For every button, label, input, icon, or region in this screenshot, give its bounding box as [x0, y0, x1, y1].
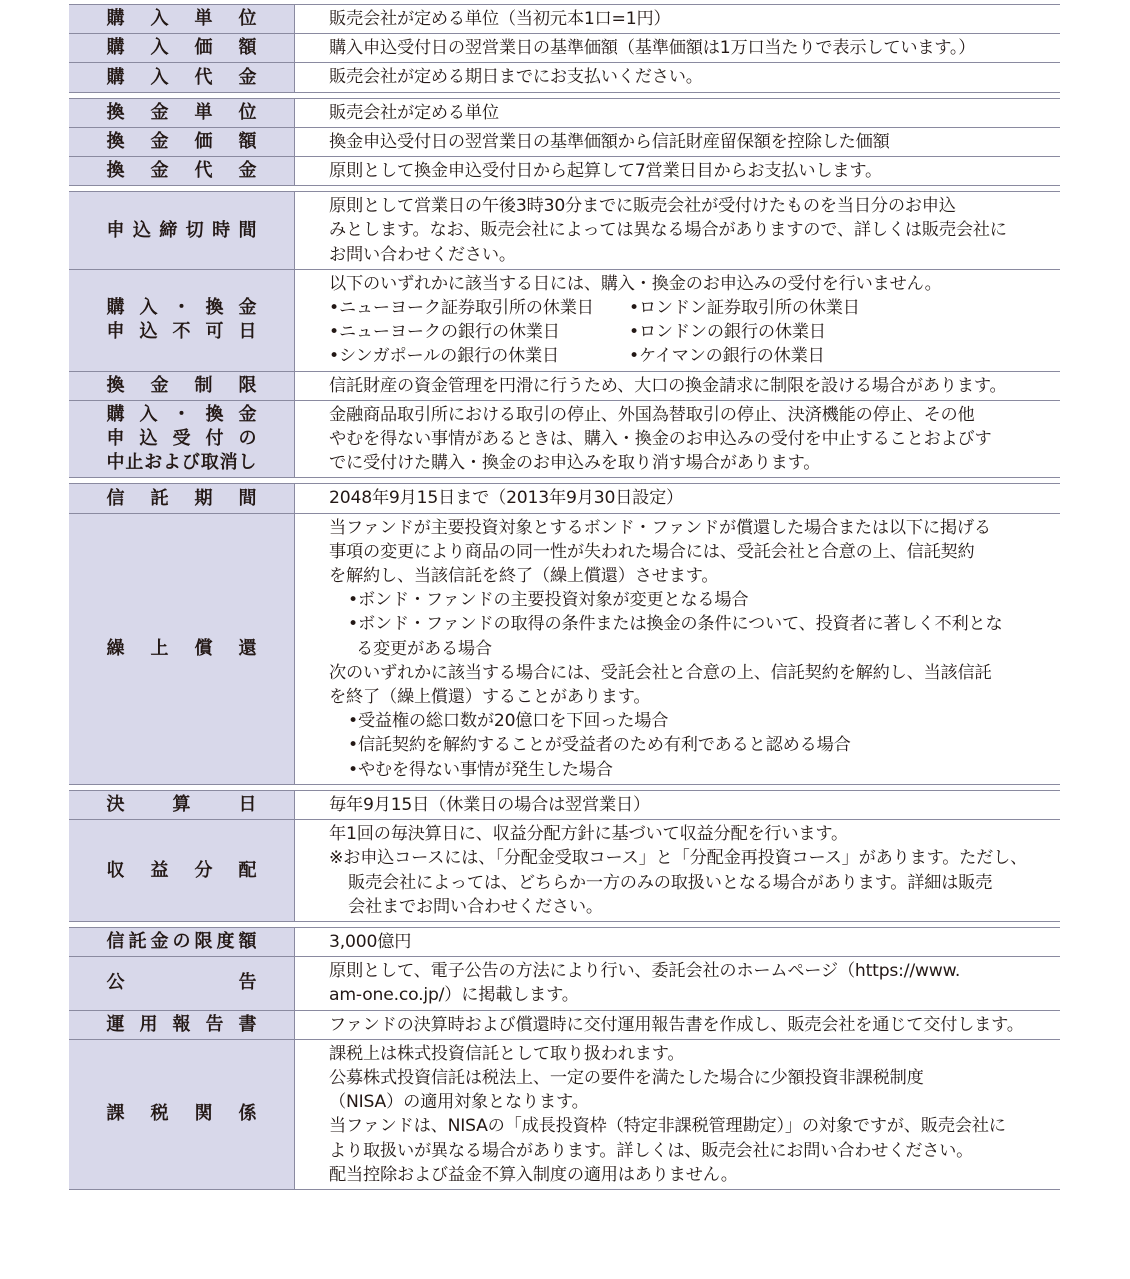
value-line: でに受付けた購入・換金のお申込みを取り消す場合があります。 — [329, 453, 821, 474]
row-label-text: 収 益 分 配 — [106, 859, 257, 881]
value-line: 原則として営業日の午後3時30分までに販売会社が受付けたものを当日分のお申込 — [329, 196, 956, 217]
row-label-text: 購 入 ・ 換 金 — [106, 404, 257, 426]
holiday-item: •ケイマンの銀行の休業日 — [629, 346, 825, 367]
table-row — [69, 819, 1060, 921]
value-line: 当ファンドが主要投資対象とするボンド・ファンドが償還した場合または以下に掲げる — [329, 517, 991, 538]
row-label-text: 換 金 単 位 — [106, 101, 257, 123]
row-value — [295, 791, 1060, 819]
table-section — [69, 191, 1060, 478]
table-row — [69, 400, 1060, 478]
row-value — [295, 514, 1060, 784]
table-row — [69, 33, 1060, 62]
row-value — [295, 372, 1060, 400]
row-label-text: 申 込 受 付 の — [106, 428, 257, 450]
table-row — [69, 156, 1060, 185]
row-label — [69, 957, 295, 1009]
value-line: 販売会社が定める期日までにお支払いください。 — [329, 67, 703, 88]
row-value — [295, 1040, 1060, 1189]
table-section — [69, 483, 1060, 784]
value-line: 次のいずれかに該当する場合には、受託会社と合意の上、信託契約を解約し、当該信託 — [329, 662, 992, 683]
value-line: 販売会社が定める単位 — [329, 102, 499, 123]
table-row — [69, 371, 1060, 400]
value-line: より取扱いが異なる場合があります。詳しくは、販売会社にお問い合わせください。 — [329, 1140, 974, 1161]
row-label — [69, 401, 295, 478]
value-line: 年1回の毎決算日に、収益分配方針に基づいて収益分配を行います。 — [329, 824, 848, 845]
holiday-item: •ニューヨークの銀行の休業日 — [329, 322, 560, 343]
table-row — [69, 513, 1060, 784]
row-value — [295, 192, 1060, 269]
value-line: を解約し、当該信託を終了（繰上償還）させます。 — [329, 566, 719, 587]
table-row — [69, 791, 1060, 819]
value-line: •やむを得ない事情が発生した場合 — [348, 759, 613, 780]
value-line: 販売会社によっては、どちらか一方のみの取扱いとなる場合があります。詳細は販売 — [348, 872, 993, 893]
row-label — [69, 270, 295, 371]
row-value — [295, 928, 1060, 956]
holiday-row — [329, 320, 1052, 344]
value-line: 会社までお問い合わせください。 — [348, 896, 603, 917]
value-line: 金融商品取引所における取引の停止、外国為替取引の停止、決済機能の停止、その他 — [329, 404, 975, 425]
value-line: 原則として、電子公告の方法により行い、委託会社のホームページ（https://www. — [329, 961, 961, 982]
row-value — [295, 34, 1060, 62]
row-label-text: 換 金 制 限 — [106, 374, 257, 396]
value-line: （NISA）の適用対象となります。 — [329, 1092, 589, 1113]
row-label — [69, 484, 295, 512]
table-row — [69, 62, 1060, 91]
value-line: 当ファンドは、NISAの「成長投資枠（特定非課税管理勘定）」の対象ですが、販売会社に — [329, 1116, 1006, 1137]
holiday-item: •ロンドンの銀行の休業日 — [629, 322, 826, 343]
value-line: am-one.co.jp/）に掲載します。 — [329, 985, 579, 1006]
row-value — [295, 484, 1060, 512]
row-label-text: 換 金 代 金 — [106, 160, 257, 182]
row-label — [69, 514, 295, 784]
row-label-text: 決 算 日 — [106, 793, 257, 815]
holiday-row — [329, 296, 1052, 320]
value-line: •ボンド・ファンドの取得の条件または換金の条件について、投資者に著しく不利とな — [348, 614, 1003, 635]
row-label — [69, 157, 295, 185]
value-line: 以下のいずれかに該当する日には、購入・換金のお申込みの受付を行いません。 — [329, 273, 942, 294]
table-row — [69, 928, 1060, 956]
row-label — [69, 372, 295, 400]
value-line: みとします。なお、販売会社によっては異なる場合がありますので、詳しくは販売会社に — [329, 220, 1007, 241]
table-row — [69, 127, 1060, 156]
value-line: 販売会社が定める単位（当初元本1口=1円） — [329, 9, 671, 29]
value-line: 課税上は株式投資信託として取り扱われます。 — [329, 1043, 685, 1064]
row-value — [295, 1011, 1060, 1039]
row-value — [295, 63, 1060, 91]
row-value — [295, 270, 1060, 371]
table-row — [69, 956, 1060, 1009]
value-line: ※お申込コースには、「分配金受取コース」と「分配金再投資コース」があります。ただし、 — [329, 848, 1028, 869]
row-label — [69, 99, 295, 127]
row-label — [69, 63, 295, 91]
value-line: る変更がある場合 — [356, 638, 492, 659]
table-section — [69, 98, 1060, 187]
row-label — [69, 5, 295, 33]
fund-terms-table — [69, 4, 1060, 1195]
value-line: ファンドの決算時および償還時に交付運用報告書を作成し、販売会社を通じて交付します。 — [329, 1014, 1024, 1035]
table-row — [69, 269, 1060, 371]
value-line: •信託契約を解約することが受益者のため有利であると認める場合 — [348, 735, 851, 756]
value-line: •受益権の総口数が20億口を下回った場合 — [348, 711, 669, 732]
table-row — [69, 1010, 1060, 1039]
holiday-item: •ロンドン証券取引所の休業日 — [629, 298, 860, 319]
value-line: 購入申込受付日の翌営業日の基準価額（基準価額は1万口当たりで表示しています。） — [329, 38, 976, 59]
row-label-text: 換 金 価 額 — [106, 130, 257, 152]
row-label — [69, 192, 295, 269]
row-label-text: 信 託 期 間 — [106, 487, 257, 509]
row-value — [295, 401, 1060, 478]
row-label-text: 中 止 お よ び 取 消 し — [106, 452, 257, 474]
value-line: 2048年9月15日まで（2013年9月30日設定） — [329, 488, 684, 509]
row-label-text: 申 込 締 切 時 間 — [106, 219, 257, 241]
value-line: 公募株式投資信託は税法上、一定の要件を満たした場合に少額投資非課税制度 — [329, 1067, 924, 1088]
holiday-item: •ニューヨーク証券取引所の休業日 — [329, 298, 594, 319]
value-line: を終了（繰上償還）することがあります。 — [329, 687, 651, 708]
table-row — [69, 484, 1060, 512]
holiday-item: •シンガポールの銀行の休業日 — [329, 346, 560, 367]
row-value — [295, 157, 1060, 185]
value-line: やむを得ない事情があるときは、購入・換金のお申込みの受付を中止することおよびす — [329, 429, 992, 450]
table-section — [69, 790, 1060, 922]
row-label — [69, 1040, 295, 1189]
row-label — [69, 791, 295, 819]
row-label-text: 繰 上 償 還 — [106, 637, 257, 659]
row-label-text: 運 用 報 告 書 — [106, 1013, 257, 1035]
value-line: 事項の変更により商品の同一性が失われた場合には、受託会社と合意の上、信託契約 — [329, 541, 975, 562]
row-label — [69, 1011, 295, 1039]
row-value — [295, 820, 1060, 921]
row-label — [69, 34, 295, 62]
table-row — [69, 99, 1060, 127]
value-line: 3,000億円 — [329, 931, 412, 952]
value-line: お問い合わせください。 — [329, 244, 516, 265]
row-label — [69, 928, 295, 956]
value-line: 配当控除および益金不算入制度の適用はありません。 — [329, 1164, 738, 1185]
value-line: 信託財産の資金管理を円滑に行うため、大口の換金請求に制限を設ける場合があります。 — [329, 375, 1007, 396]
table-row — [69, 1039, 1060, 1189]
row-value — [295, 5, 1060, 33]
row-label-text: 購 入 単 位 — [106, 8, 257, 30]
row-value — [295, 957, 1060, 1009]
table-row — [69, 5, 1060, 33]
row-label-text: 購 入 ・ 換 金 — [106, 297, 257, 319]
value-line: 毎年9月15日（休業日の場合は翌営業日） — [329, 794, 650, 815]
row-label — [69, 128, 295, 156]
table-section — [69, 927, 1060, 1190]
row-label-text: 公 告 — [106, 972, 257, 994]
row-label-text: 信 託 金 の 限 度 額 — [106, 931, 257, 952]
row-label-text: 課 税 関 係 — [106, 1103, 257, 1125]
value-line: 原則として換金申込受付日から起算して7営業日目からお支払いします。 — [329, 161, 882, 182]
table-section — [69, 4, 1060, 93]
row-value — [295, 128, 1060, 156]
row-label — [69, 820, 295, 921]
value-line: 換金申込受付日の翌営業日の基準価額から信託財産留保額を控除した価額 — [329, 131, 890, 152]
holiday-row — [329, 344, 1052, 368]
row-value — [295, 99, 1060, 127]
value-line: •ボンド・ファンドの主要投資対象が変更となる場合 — [348, 590, 749, 611]
row-label-text: 購 入 価 額 — [106, 37, 257, 59]
table-row — [69, 192, 1060, 269]
row-label-text: 購 入 代 金 — [106, 66, 257, 88]
row-label-text: 申 込 不 可 日 — [106, 321, 257, 343]
